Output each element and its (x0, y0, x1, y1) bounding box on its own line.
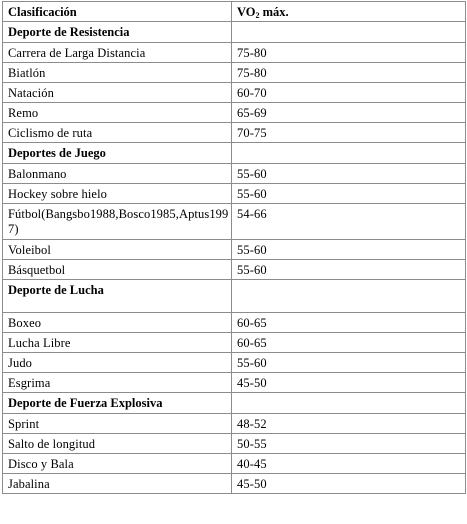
sport-name: Natación (3, 83, 232, 103)
table-row (3, 184, 466, 204)
vo2-value: 60-65 (232, 313, 466, 333)
header-vo2-suffix: máx. (259, 5, 289, 19)
vo2-value: 75-80 (232, 63, 466, 83)
section-header-row (3, 143, 466, 164)
header-classification: Clasificación (3, 2, 232, 22)
section-title: Deporte de Lucha (3, 280, 232, 313)
vo2-value: 48-52 (232, 414, 466, 434)
vo2-value: 55-60 (232, 260, 466, 280)
vo2-value: 65-69 (232, 103, 466, 123)
vo2-value: 75-80 (232, 43, 466, 63)
section-empty-cell (232, 22, 466, 43)
table-row (3, 123, 466, 143)
vo2-value: 45-50 (232, 373, 466, 393)
vo2-value: 60-65 (232, 333, 466, 353)
table-row (3, 333, 466, 353)
table-row (3, 313, 466, 333)
table-row (3, 83, 466, 103)
sport-name: Ciclismo de ruta (3, 123, 232, 143)
header-vo2-prefix: VO (237, 5, 256, 19)
header-vo2-subscript: 2 (255, 11, 260, 20)
section-empty-cell (232, 143, 466, 164)
section-header-row (3, 22, 466, 43)
table-row (3, 353, 466, 373)
header-vo2max (232, 2, 466, 22)
section-title: Deporte de Fuerza Explosiva (3, 393, 232, 414)
table-row (3, 43, 466, 63)
vo2-value: 54-66 (232, 204, 466, 240)
table-row (3, 434, 466, 454)
table-header-row (3, 2, 466, 22)
table-row (3, 103, 466, 123)
vo2-value: 40-45 (232, 454, 466, 474)
sport-name: Balonmano (3, 164, 232, 184)
vo2-value: 60-70 (232, 83, 466, 103)
section-empty-cell (232, 280, 466, 313)
sport-name: Boxeo (3, 313, 232, 333)
table-row (3, 454, 466, 474)
sport-name: Judo (3, 353, 232, 373)
table-row (3, 373, 466, 393)
sport-name: Lucha Libre (3, 333, 232, 353)
vo2-value: 45-50 (232, 474, 466, 494)
sport-name: Salto de longitud (3, 434, 232, 454)
sport-name: Sprint (3, 414, 232, 434)
table-row (3, 260, 466, 280)
section-header-row (3, 393, 466, 414)
sport-name: Disco y Bala (3, 454, 232, 474)
vo2-value: 70-75 (232, 123, 466, 143)
vo2-value: 55-60 (232, 240, 466, 260)
section-header-row (3, 280, 466, 313)
table-row (3, 204, 466, 240)
sport-name: Jabalina (3, 474, 232, 494)
vo2-value: 55-60 (232, 353, 466, 373)
table-row (3, 474, 466, 494)
section-title: Deportes de Juego (3, 143, 232, 164)
sport-name: Básquetbol (3, 260, 232, 280)
table-row (3, 240, 466, 260)
table-row (3, 63, 466, 83)
sport-name: Hockey sobre hielo (3, 184, 232, 204)
table-row (3, 164, 466, 184)
section-empty-cell (232, 393, 466, 414)
table-row (3, 414, 466, 434)
sport-name: Biatlón (3, 63, 232, 83)
vo2-value: 50-55 (232, 434, 466, 454)
sport-name: Voleibol (3, 240, 232, 260)
sport-name: Remo (3, 103, 232, 123)
sport-name: Fútbol(Bangsbo1988,Bosco1985,Aptus1997) (3, 204, 232, 240)
vo2-max-table (2, 1, 466, 494)
sport-name: Carrera de Larga Distancia (3, 43, 232, 63)
vo2-value: 55-60 (232, 164, 466, 184)
section-title: Deporte de Resistencia (3, 22, 232, 43)
vo2-value: 55-60 (232, 184, 466, 204)
sport-name: Esgrima (3, 373, 232, 393)
